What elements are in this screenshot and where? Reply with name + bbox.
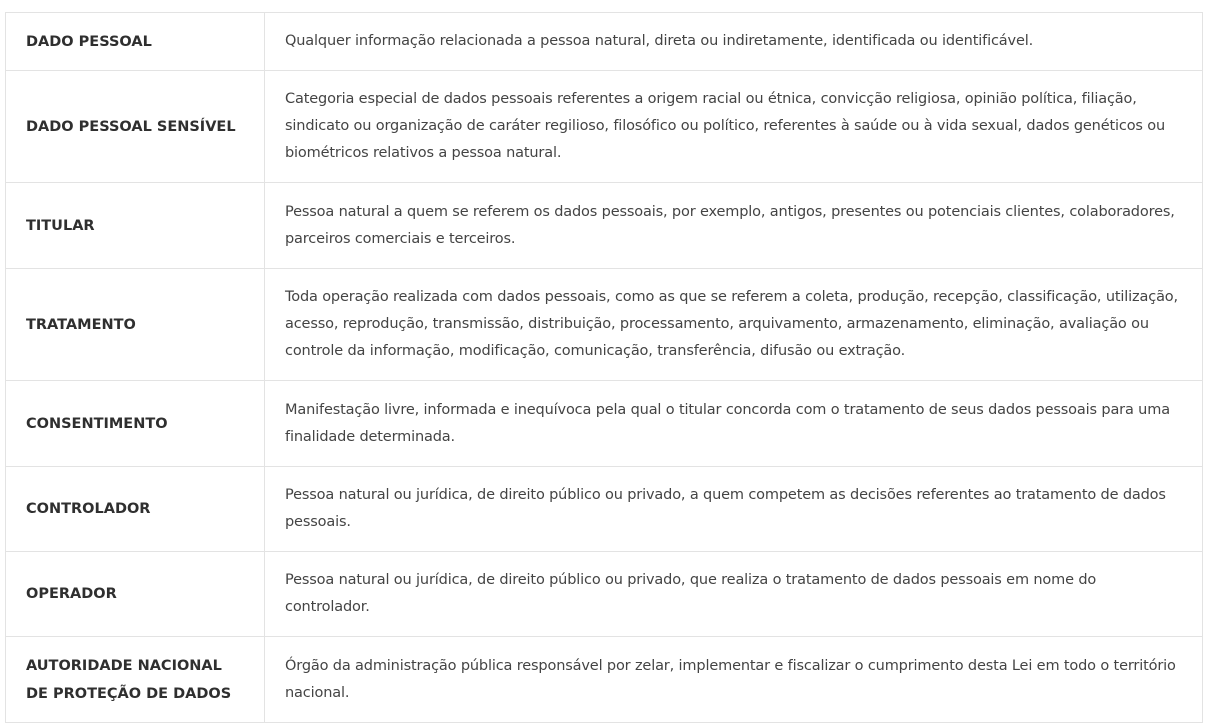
definition-cell: Qualquer informação relacionada a pessoa natural, direta ou indiretamente, identificada ou identificável. bbox=[265, 13, 1203, 71]
glossary-table-body bbox=[6, 13, 1203, 723]
definition-cell: Pessoa natural ou jurídica, de direito público ou privado, a quem competem as decisões referentes ao tratamento de dados pessoais. bbox=[265, 467, 1203, 552]
term-cell: AUTORIDADE NACIONAL DE PROTEÇÃO DE DADOS bbox=[6, 637, 265, 723]
definition-cell: Pessoa natural ou jurídica, de direito público ou privado, que realiza o tratamento de dados pessoais em nome do controlador. bbox=[265, 552, 1203, 637]
table-row bbox=[6, 13, 1203, 71]
term-cell: CONTROLADOR bbox=[6, 467, 265, 552]
definition-cell: Toda operação realizada com dados pessoais, como as que se referem a coleta, produção, recepção, classificação, utilização, acesso, reprodução, transmissão, distribuição, processamento, arquivamento, armazenamento, eliminação, avaliação ou controle da informação, modificação, comunicação, transferência, difusão ou extração. bbox=[265, 269, 1203, 381]
term-cell: TRATAMENTO bbox=[6, 269, 265, 381]
table-row bbox=[6, 552, 1203, 637]
definition-cell: Manifestação livre, informada e inequívoca pela qual o titular concorda com o tratamento de seus dados pessoais para uma finalidade determinada. bbox=[265, 381, 1203, 467]
term-cell: CONSENTIMENTO bbox=[6, 381, 265, 467]
table-row bbox=[6, 381, 1203, 467]
table-row bbox=[6, 71, 1203, 183]
table-row bbox=[6, 269, 1203, 381]
definition-cell: Categoria especial de dados pessoais referentes a origem racial ou étnica, convicção religiosa, opinião política, filiação, sindicato ou organização de caráter regilioso, filosófico ou político, referentes à saúde ou à vida sexual, dados genéticos ou biométricos relativos a pessoa natural. bbox=[265, 71, 1203, 183]
table-row bbox=[6, 637, 1203, 723]
table-row bbox=[6, 183, 1203, 269]
term-cell: DADO PESSOAL bbox=[6, 13, 265, 71]
term-cell: OPERADOR bbox=[6, 552, 265, 637]
glossary-table bbox=[5, 12, 1203, 723]
term-cell: DADO PESSOAL SENSÍVEL bbox=[6, 71, 265, 183]
term-cell: TITULAR bbox=[6, 183, 265, 269]
definition-cell: Pessoa natural a quem se referem os dados pessoais, por exemplo, antigos, presentes ou potenciais clientes, colaboradores, parceiros comerciais e terceiros. bbox=[265, 183, 1203, 269]
definition-cell: Órgão da administração pública responsável por zelar, implementar e fiscalizar o cumprimento desta Lei em todo o território nacional. bbox=[265, 637, 1203, 723]
table-row bbox=[6, 467, 1203, 552]
